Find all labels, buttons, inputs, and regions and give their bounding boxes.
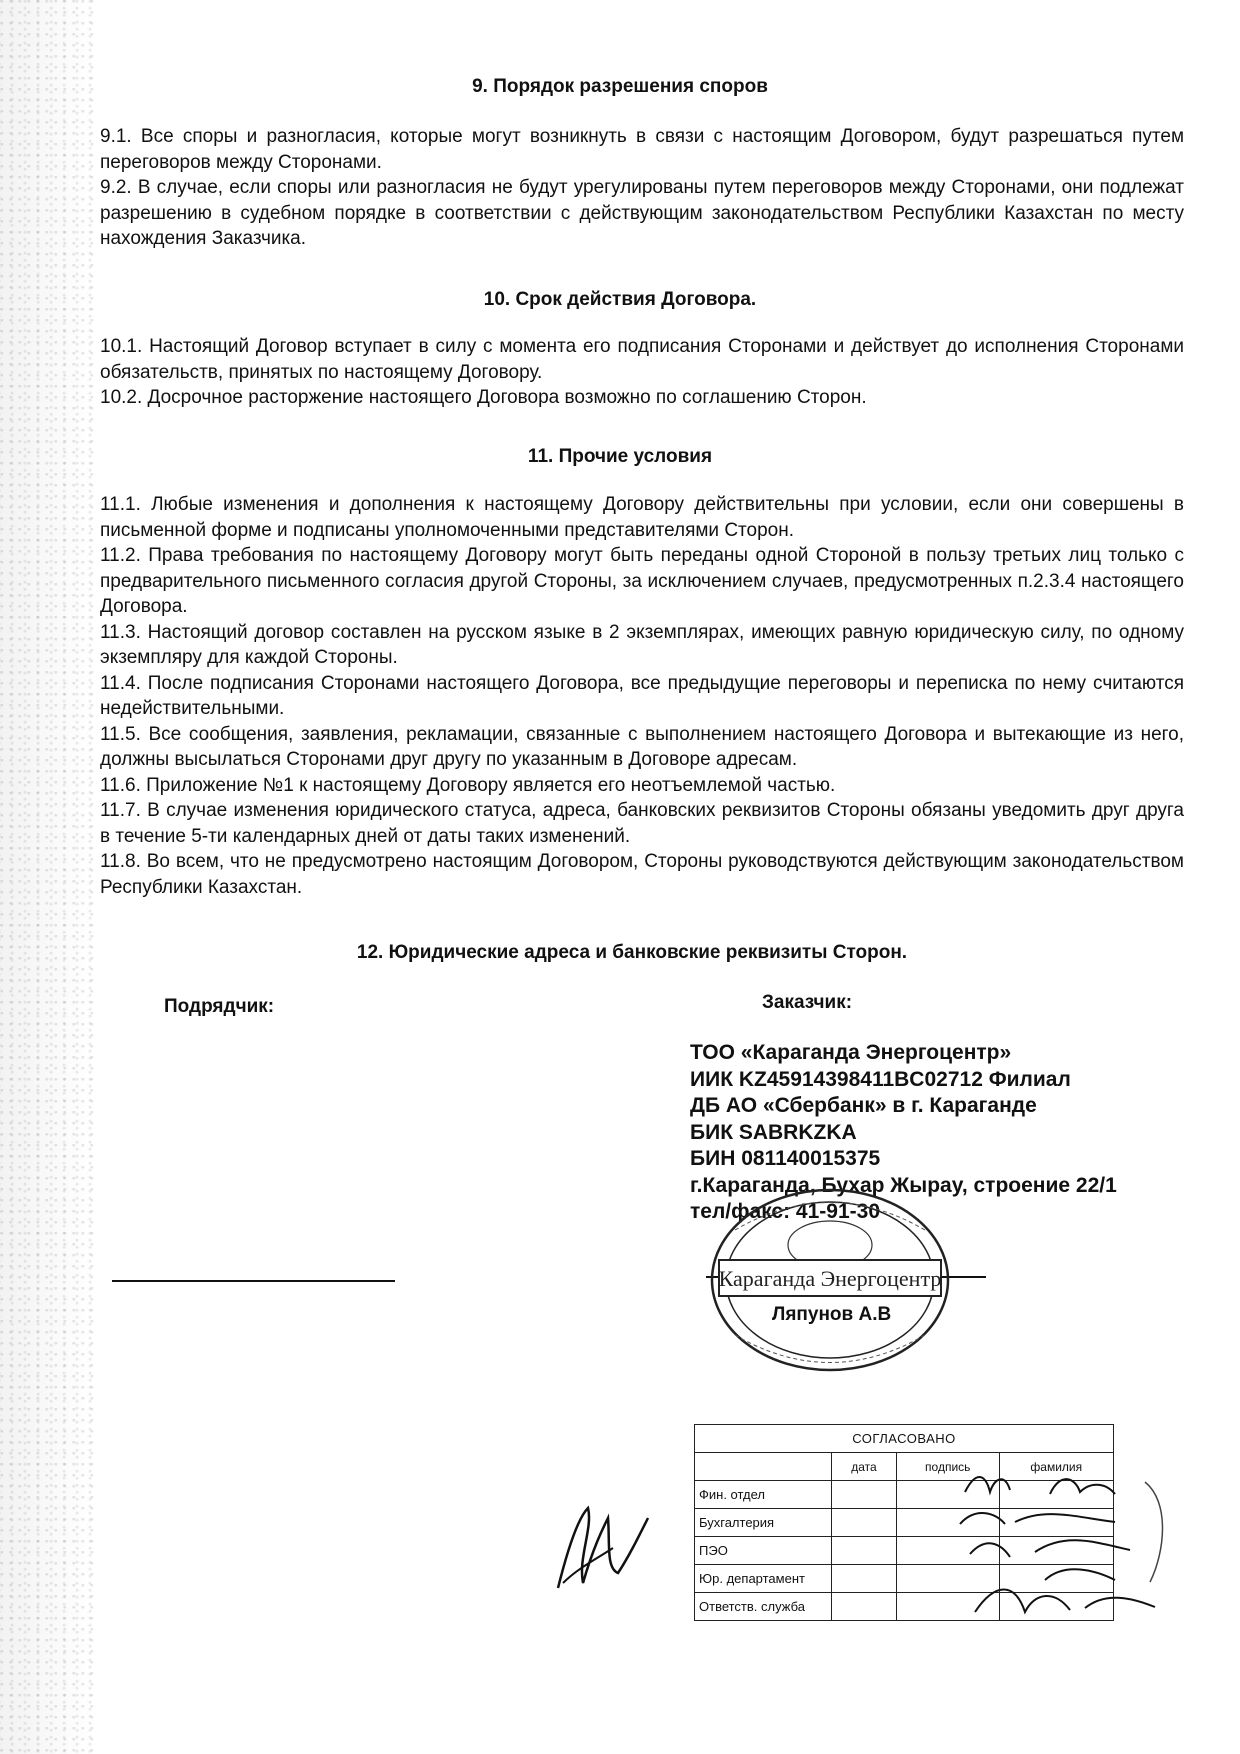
clause-11-5: 11.5. Все сообщения, заявления, рекламации, связанные с выполнением настоящего Договора и вытекающие из него, должны высылаться Сторонами друг другу по указанным в Договоре адресам. <box>100 723 1184 770</box>
approval-cell <box>832 1593 897 1621</box>
seal-center-text: Караганда Энергоцентр <box>718 1266 942 1291</box>
customer-label: Заказчик: <box>762 992 853 1013</box>
section-11-title: 11. Прочие условия <box>527 446 713 467</box>
clause-10-2: 10.2. Досрочное расторжение настоящего Договора возможно по соглашению Сторон. <box>100 387 867 408</box>
section-11-body <box>100 492 1184 900</box>
handwritten-signature-left <box>548 1488 658 1598</box>
clause-11-4: 11.4. После подписания Сторонами настоящего Договора, все предыдущие переговоры и переписка по нему считаются недействительными. <box>100 672 1184 719</box>
approval-col-date: дата <box>832 1453 897 1481</box>
approval-col-surname: фамилия <box>999 1453 1114 1481</box>
section-10-body <box>100 334 1184 411</box>
approval-cell <box>832 1565 897 1593</box>
clause-9-1: 9.1. Все споры и разногласия, которые могут возникнуть в связи с настоящим Договором, будут разрешаться путем переговоров между Сторонами. <box>100 126 1184 173</box>
customer-signatory-name: Ляпунов А.В <box>772 1304 892 1325</box>
approval-row-label: Юр. департамент <box>695 1565 832 1593</box>
section-9-body <box>100 124 1184 252</box>
customer-line-address: г.Караганда, Бухар Жырау, строение 22/1 <box>690 1173 1117 1197</box>
customer-line-company: ТОО «Караганда Энергоцентр» <box>690 1041 1012 1064</box>
clause-11-2: 11.2. Права требования по настоящему Договору могут быть переданы одной Стороной в пользу третьих лиц только с предварительного письменного согласия другой Стороны, за исключением случаев, предусмотренных п.2.3.4 настоящего Договора. <box>100 545 1184 617</box>
customer-line-iik: ИИК KZ45914398411BC02712 Филиал <box>690 1067 1071 1091</box>
clause-11-1: 11.1. Любые изменения и дополнения к настоящему Договору действительны при условии, если они совершены в письменной форме и подписаны уполномоченными представителями Сторон. <box>100 494 1184 541</box>
clause-10-1: 10.1. Настоящий Договор вступает в силу с момента его подписания Сторонами и действует до исполнения Сторонами обязательств, принятых по настоящему Договору. <box>100 336 1184 383</box>
approval-table-title: СОГЛАСОВАНО <box>695 1425 1114 1453</box>
customer-line-bik: БИК SABRKZKA <box>690 1120 857 1144</box>
section-9-title: 9. Порядок разрешения споров <box>472 76 768 97</box>
section-10-title: 10. Срок действия Договора. <box>483 289 757 310</box>
approval-cell <box>832 1481 897 1509</box>
approval-cell <box>832 1537 897 1565</box>
handwritten-approval-signatures <box>955 1462 1185 1662</box>
approval-row-label: Ответств. служба <box>695 1593 832 1621</box>
company-seal-stamp <box>705 1185 955 1375</box>
customer-line-bank: ДБ АО «Сбербанк» в г. Караганде <box>690 1094 1037 1117</box>
customer-line-phone: тел/факс: 41-91-30 <box>690 1200 880 1223</box>
section-12-title: 12. Юридические адреса и банковские реквизиты Сторон. <box>356 942 908 963</box>
approval-row-label: ПЭО <box>695 1537 832 1565</box>
approval-row-label: Фин. отдел <box>695 1481 832 1509</box>
contractor-signature-line <box>112 1280 395 1282</box>
approval-cell <box>832 1509 897 1537</box>
clause-11-8: 11.8. Во всем, что не предусмотрено настоящим Договором, Стороны руководствуются действующим законодательством Республики Казахстан. <box>100 851 1184 898</box>
clause-11-6: 11.6. Приложение №1 к настоящему Договору является его неотъемлемой частью. <box>100 774 836 796</box>
contractor-label: Подрядчик: <box>164 996 275 1017</box>
clause-11-3: 11.3. Настоящий договор составлен на русском языке в 2 экземплярах, имеющих равную юридическую силу, по одному экземпляру для каждой Стороны. <box>100 621 1184 668</box>
scan-noise-edge <box>0 0 95 1754</box>
approval-row-label: Бухгалтерия <box>695 1509 832 1537</box>
clause-9-2: 9.2. В случае, если споры или разногласия не будут урегулированы путем переговоров между Сторонами, они подлежат разрешению в судебном порядке в соответствии с действующим законодательством Республики Казахстан по месту нахождения Заказчика. <box>100 177 1184 249</box>
approval-col-signature: подпись <box>896 1453 999 1481</box>
approval-col-department <box>695 1453 832 1481</box>
customer-line-bin: БИН 081140015375 <box>690 1147 881 1170</box>
clause-11-7: 11.7. В случае изменения юридического статуса, адреса, банковских реквизитов Стороны обязаны уведомить друг друга в течение 5-ти календарных дней от даты таких изменений. <box>100 800 1184 847</box>
